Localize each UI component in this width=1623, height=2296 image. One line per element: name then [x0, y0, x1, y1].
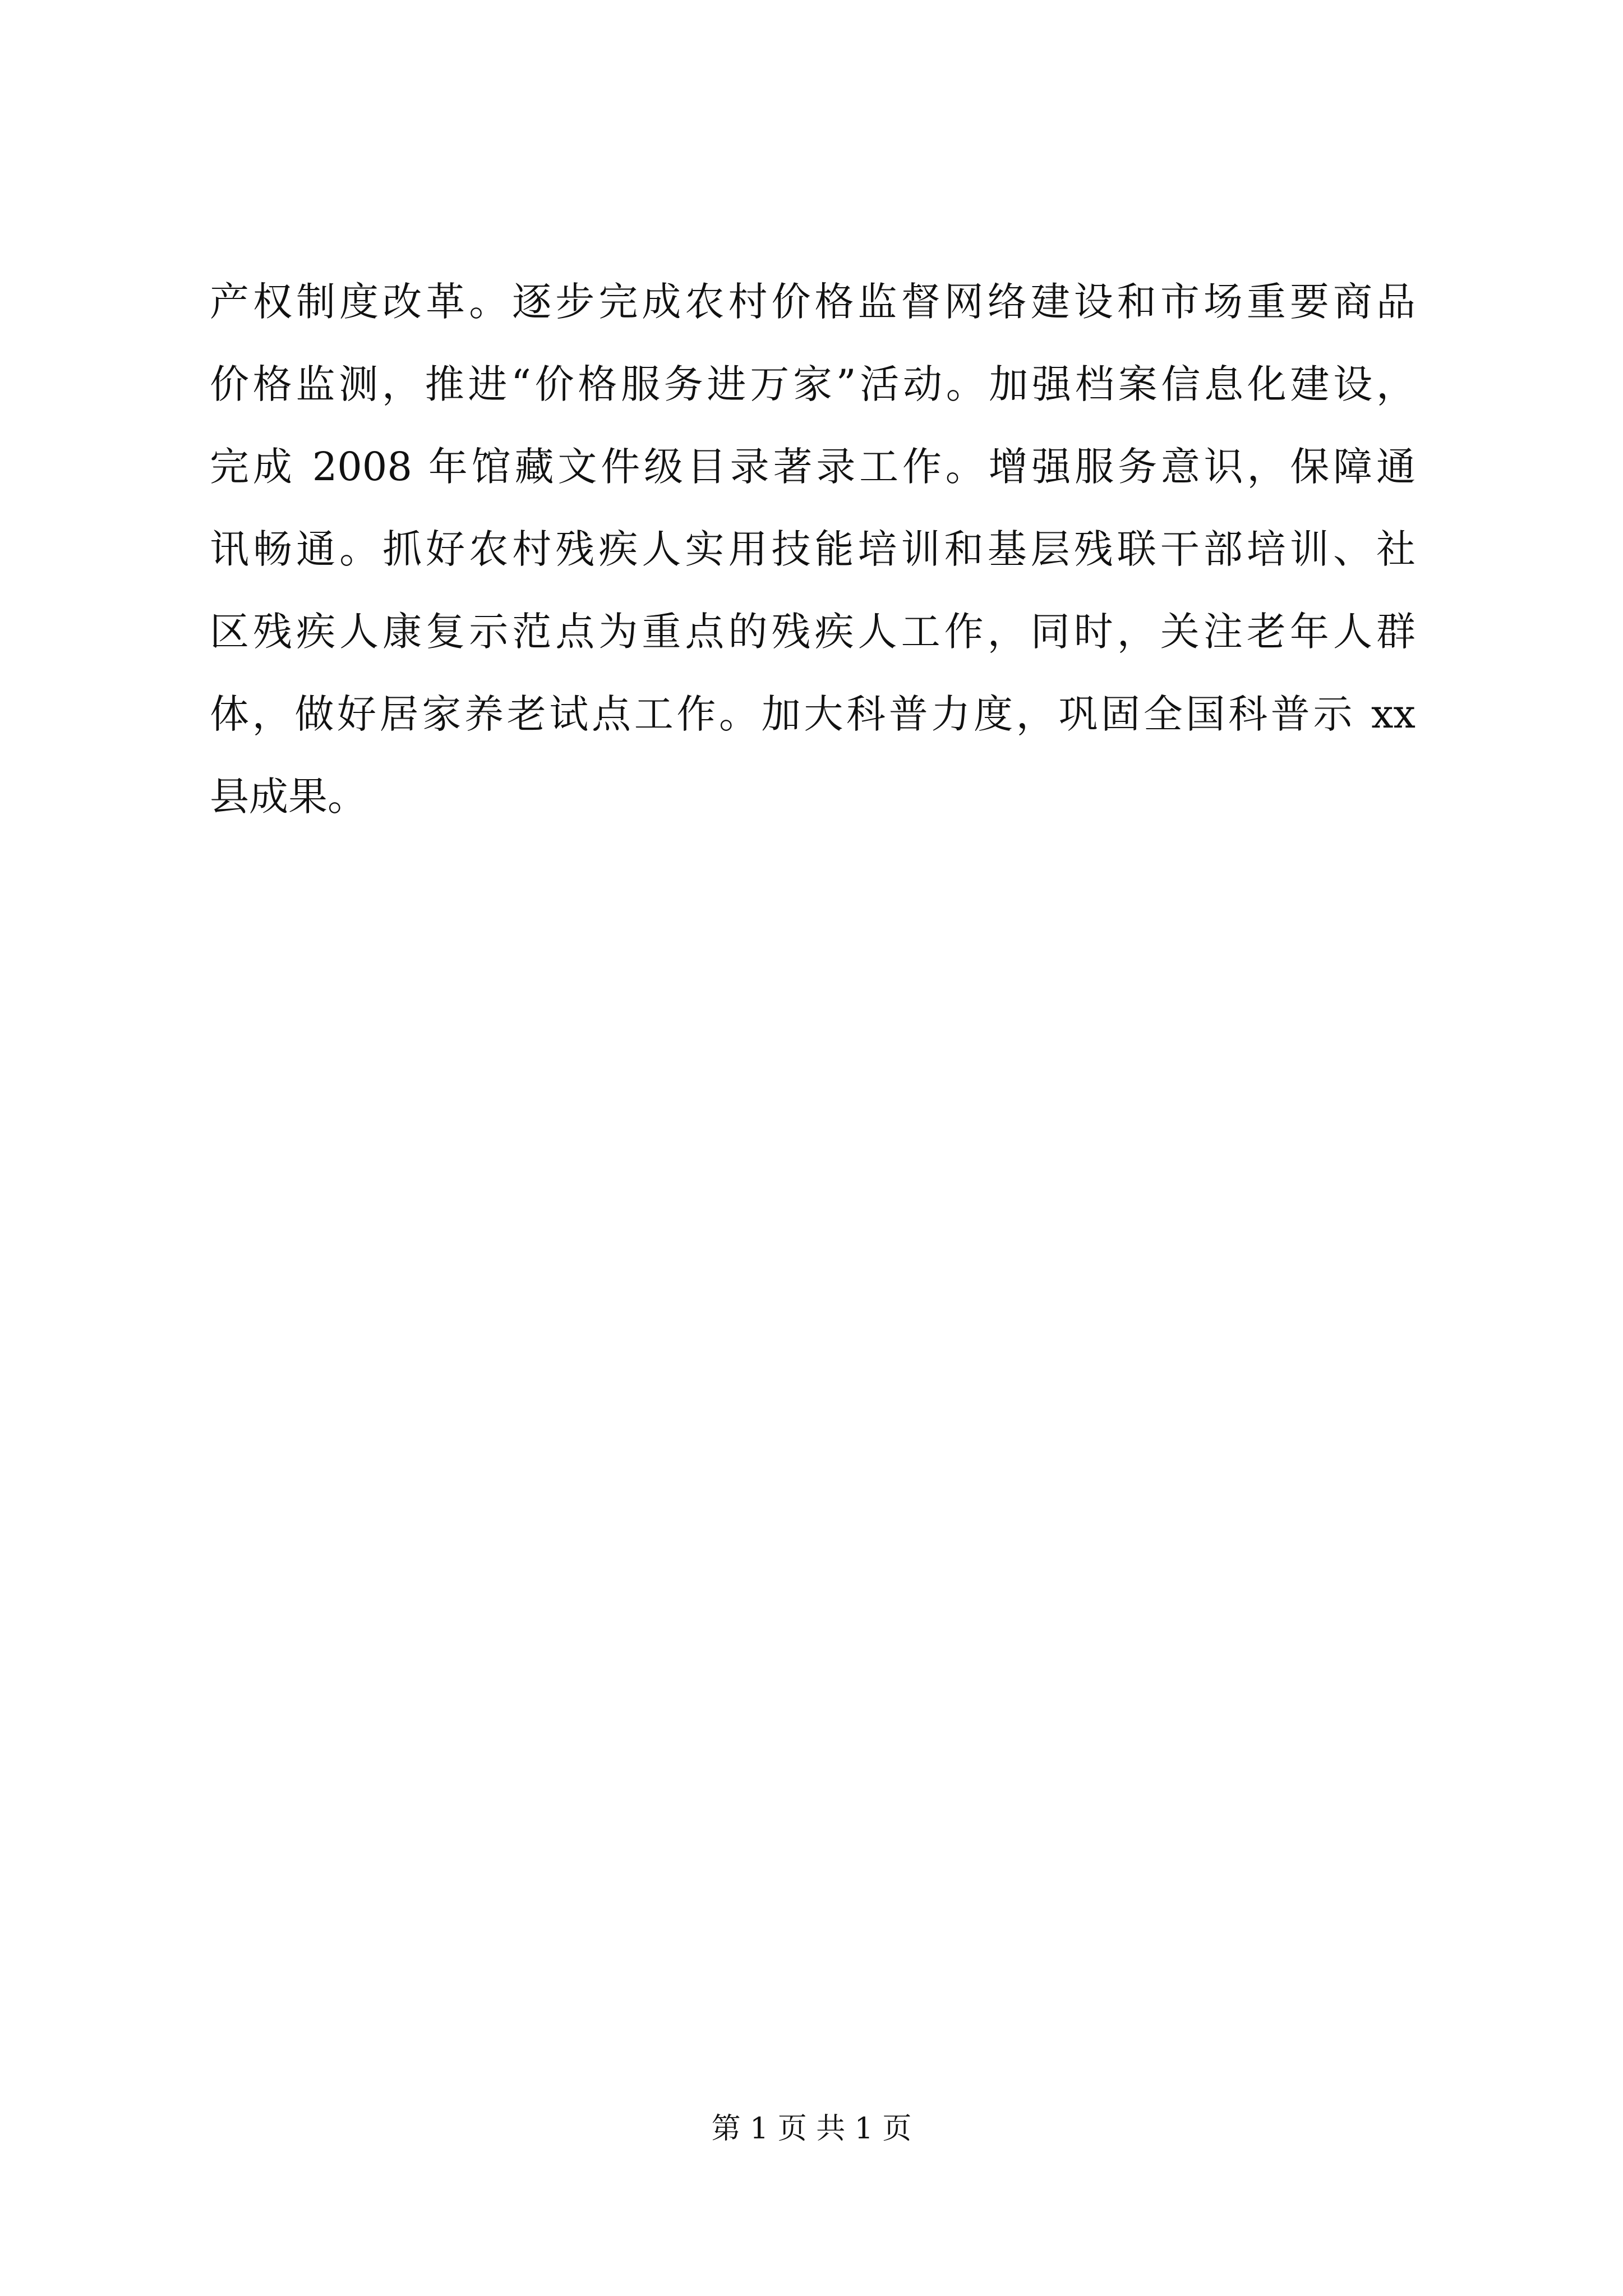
paragraph-line: 县成果。 [210, 774, 367, 820]
body-paragraph [210, 261, 1415, 838]
paragraph-line: 讯畅通。抓好农村残疾人实用技能培训和基层残联干部培训、社 [210, 526, 1415, 572]
paragraph-line: 体，做好居家养老试点工作。加大科普力度，巩固全国科普示 xx [210, 691, 1415, 737]
page-number-footer: 第 1 页 共 1 页 [711, 2112, 912, 2146]
paragraph-line: 产权制度改革。逐步完成农村价格监督网络建设和市场重要商品 [210, 279, 1415, 325]
paragraph-line: 完成 2008 年馆藏文件级目录著录工作。增强服务意识，保障通 [210, 444, 1415, 490]
paragraph-line: 价格监测，推进“价格服务进万家”活动。加强档案信息化建设， [210, 361, 1415, 407]
paragraph-line: 区残疾人康复示范点为重点的残疾人工作，同时，关注老年人群 [210, 609, 1415, 655]
